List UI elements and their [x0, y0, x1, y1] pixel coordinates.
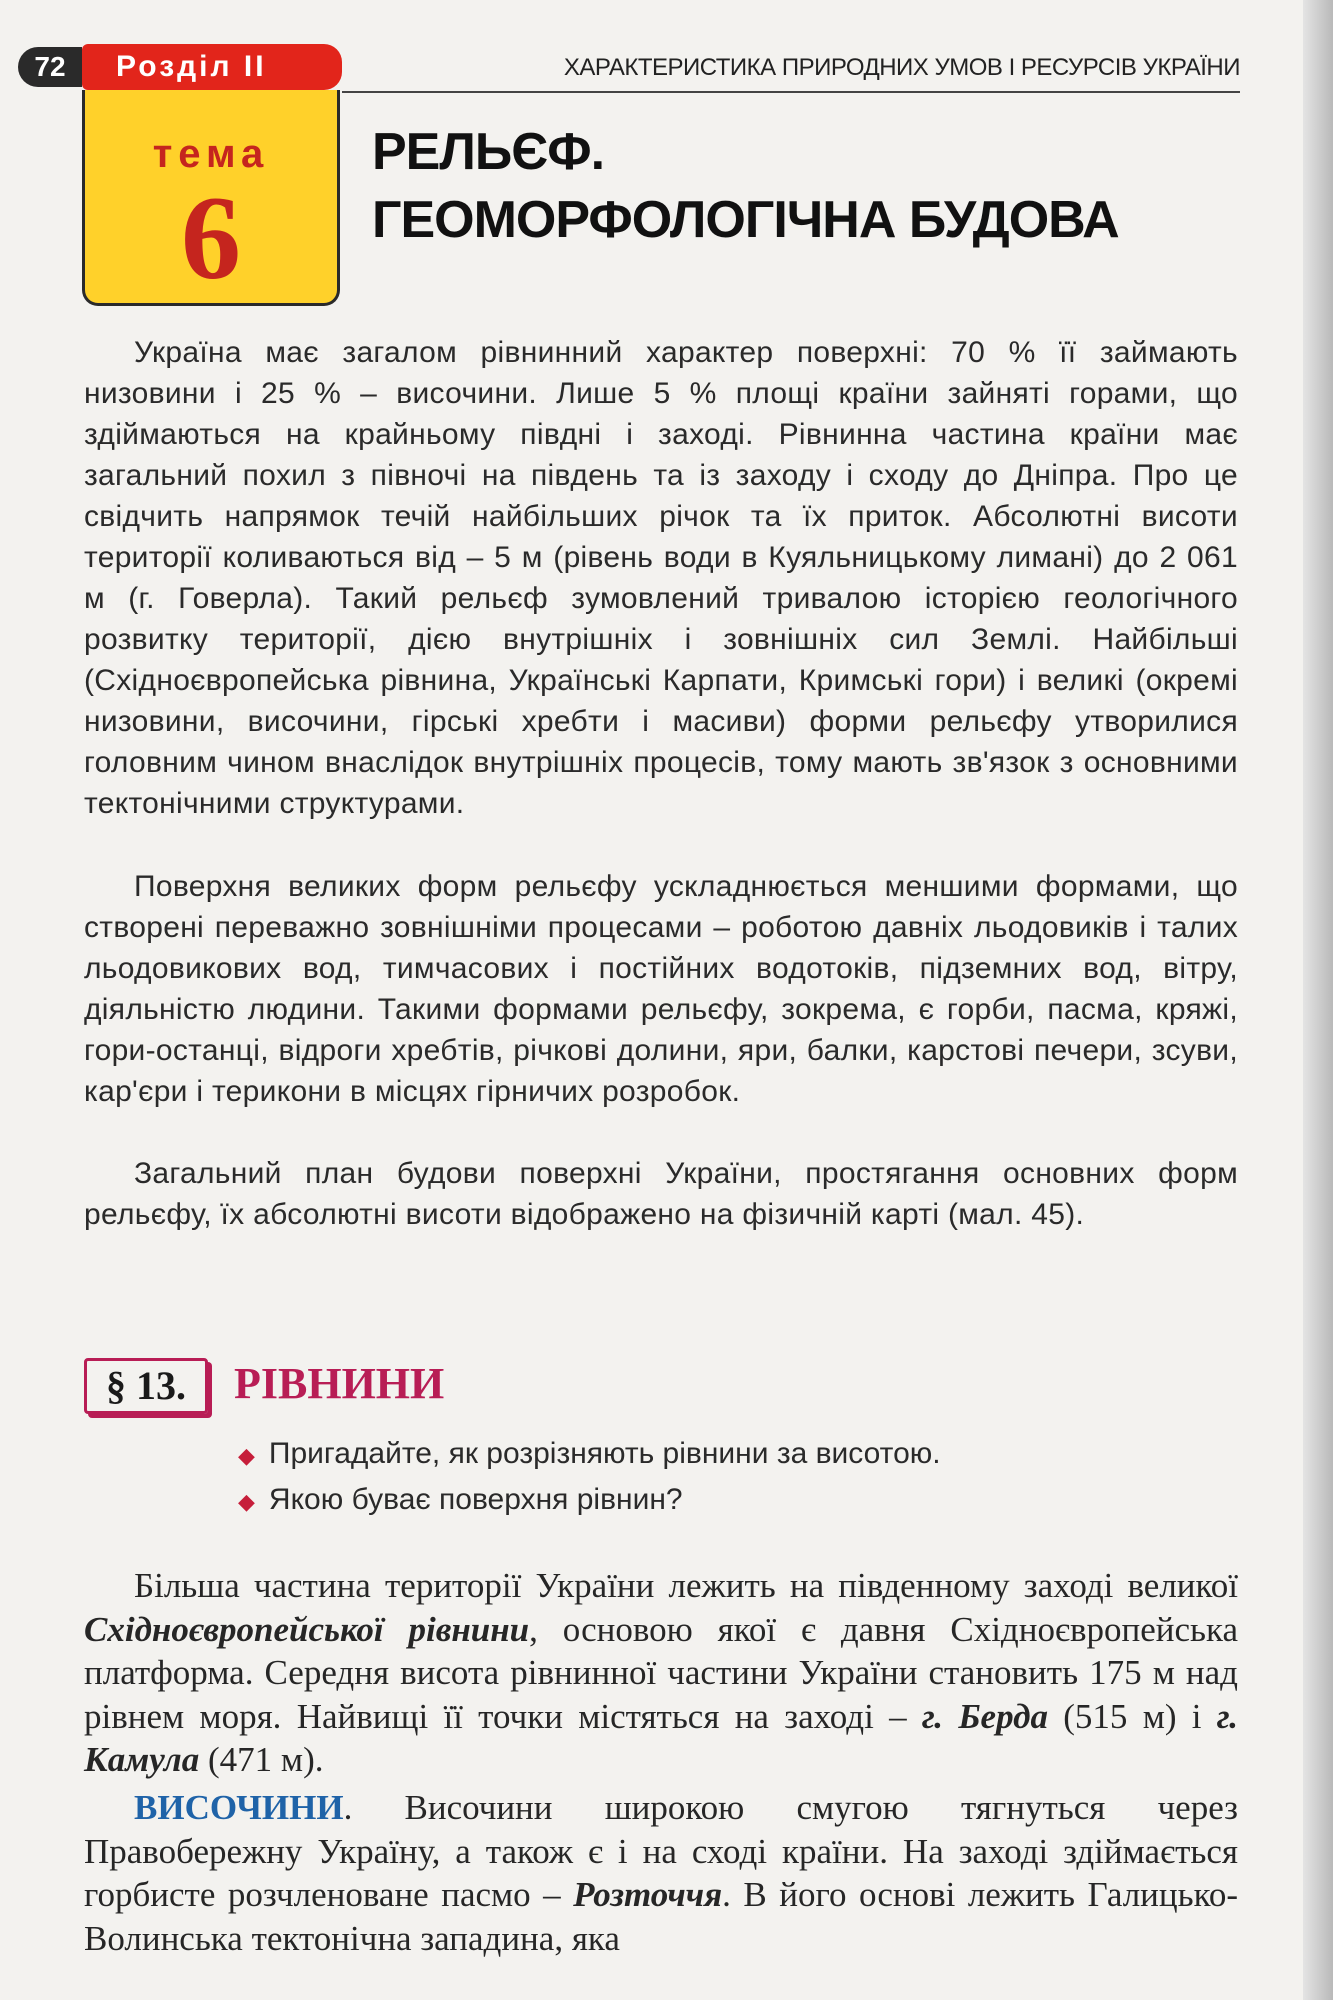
intro-paragraph-3: Загальний план будови поверхні України, простягання основних форм рельєфу, їх абсолютні висоти відображено на фізичній карті (мал. 45). [84, 1157, 1238, 1231]
body-paragraph-1 [84, 1564, 1238, 1782]
emphasis-term: Розточчя [573, 1875, 723, 1914]
header-divider [342, 91, 1240, 93]
question-text: Пригадайте, як розрізняють рівнини за висотою. [268, 1437, 941, 1470]
section-tab: Розділ II [82, 44, 342, 90]
diamond-bullet-icon: ◆ [238, 1443, 255, 1468]
emphasis-term: Східноєвропейської рівнини [84, 1609, 530, 1649]
page-number: 72 [18, 47, 82, 87]
emphasis-term: г. Камула [84, 1696, 1238, 1779]
text-run: . В його основі лежить Галицько-Волинська тектонічна западина, яка [84, 1875, 1238, 1958]
text-run: . Височини широкою смугою тягнуться через Правобережну Україну, а також є і на сході країни. На заході здіймається горбисте розчленоване пасмо – [84, 1788, 1238, 1914]
review-questions [238, 1432, 941, 1524]
text-run: (471 м). [199, 1740, 324, 1779]
question-item [238, 1478, 941, 1524]
intro-paragraph-1: Україна має загалом рівнинний характер поверхні: 70 % її займають низовини і 25 % – височини. Лише 5 % площі країни зайняті горами, що здіймаються на крайньому півдні і заході. Рівнинна частина країни має загальний похил з півночі на південь та із заходу і сходу до Дніпра. Про це свідчить напрямок течій найбільших річок та їх приток. Абсолютні висоти території коливаються від – 5 м (рівень води в Куяльницькому лимані) до 2 061 м (г. Говерла). Такий рельєф зумовлений тривалою історією геологічного розвитку території, дією внутрішніх і зовнішніх сил Землі. Найбільші (Східноєвропейська рівнина, Українські Карпати, Кримські гори) і великі (окремі низовини, височини, гірські хребти і масиви) форми рельєфу утворилися головним чином внаслідок внутрішніх процесів, тому мають зв'язок з основними тектонічними структурами. [84, 336, 1238, 820]
text-run: , основою якої є давня Східноєвропейська платформа. Середня висота рівнинної частини України становить 175 м над рівнем моря. Найвищі її точки містяться на заході – [84, 1609, 1239, 1736]
theme-label: тема [152, 132, 270, 176]
diamond-bullet-icon: ◆ [238, 1489, 255, 1514]
theme-badge [82, 90, 340, 306]
section-title: РІВНИНИ [234, 1359, 445, 1408]
theme-number: 6 [181, 171, 241, 304]
theme-title-line2: ГЕОМОРФОЛОГІЧНА БУДОВА [372, 191, 1119, 249]
theme-title-line1: РЕЛЬЄФ. [372, 123, 605, 181]
intro-paragraph-2: Поверхня великих форм рельєфу ускладнюється меншими формами, що створені переважно зовнішніми процесами – роботою давніх льодовиків і талих льодовикових вод, тимчасових і постійних водотоків, підземних вод, вітру, діяльністю людини. Такими формами рельєфу, зокрема, є горби, пасма, кряжі, гори-останці, відроги хребтів, річкові долини, яри, балки, карстові печери, зсуви, кар'єри і терикони в місцях гірничих розробок. [84, 870, 1238, 1108]
question-text: Якою буває поверхня рівнин? [268, 1483, 683, 1516]
emphasis-term: г. Берда [921, 1696, 1048, 1736]
question-item [238, 1432, 941, 1478]
key-term: ВИСОЧИНИ [134, 1788, 344, 1827]
running-title: ХАРАКТЕРИСТИКА ПРИРОДНИХ УМОВ І РЕСУРСІВ УКРАЇНИ [563, 54, 1240, 81]
body-paragraph-2 [84, 1786, 1238, 1960]
page-edge-shadow [1303, 0, 1333, 2000]
text-run: (515 м) і [1048, 1696, 1217, 1736]
text-run: Більша частина території України лежить на південному заході великої [134, 1566, 1238, 1605]
section-number-box: § 13. [84, 1358, 208, 1414]
